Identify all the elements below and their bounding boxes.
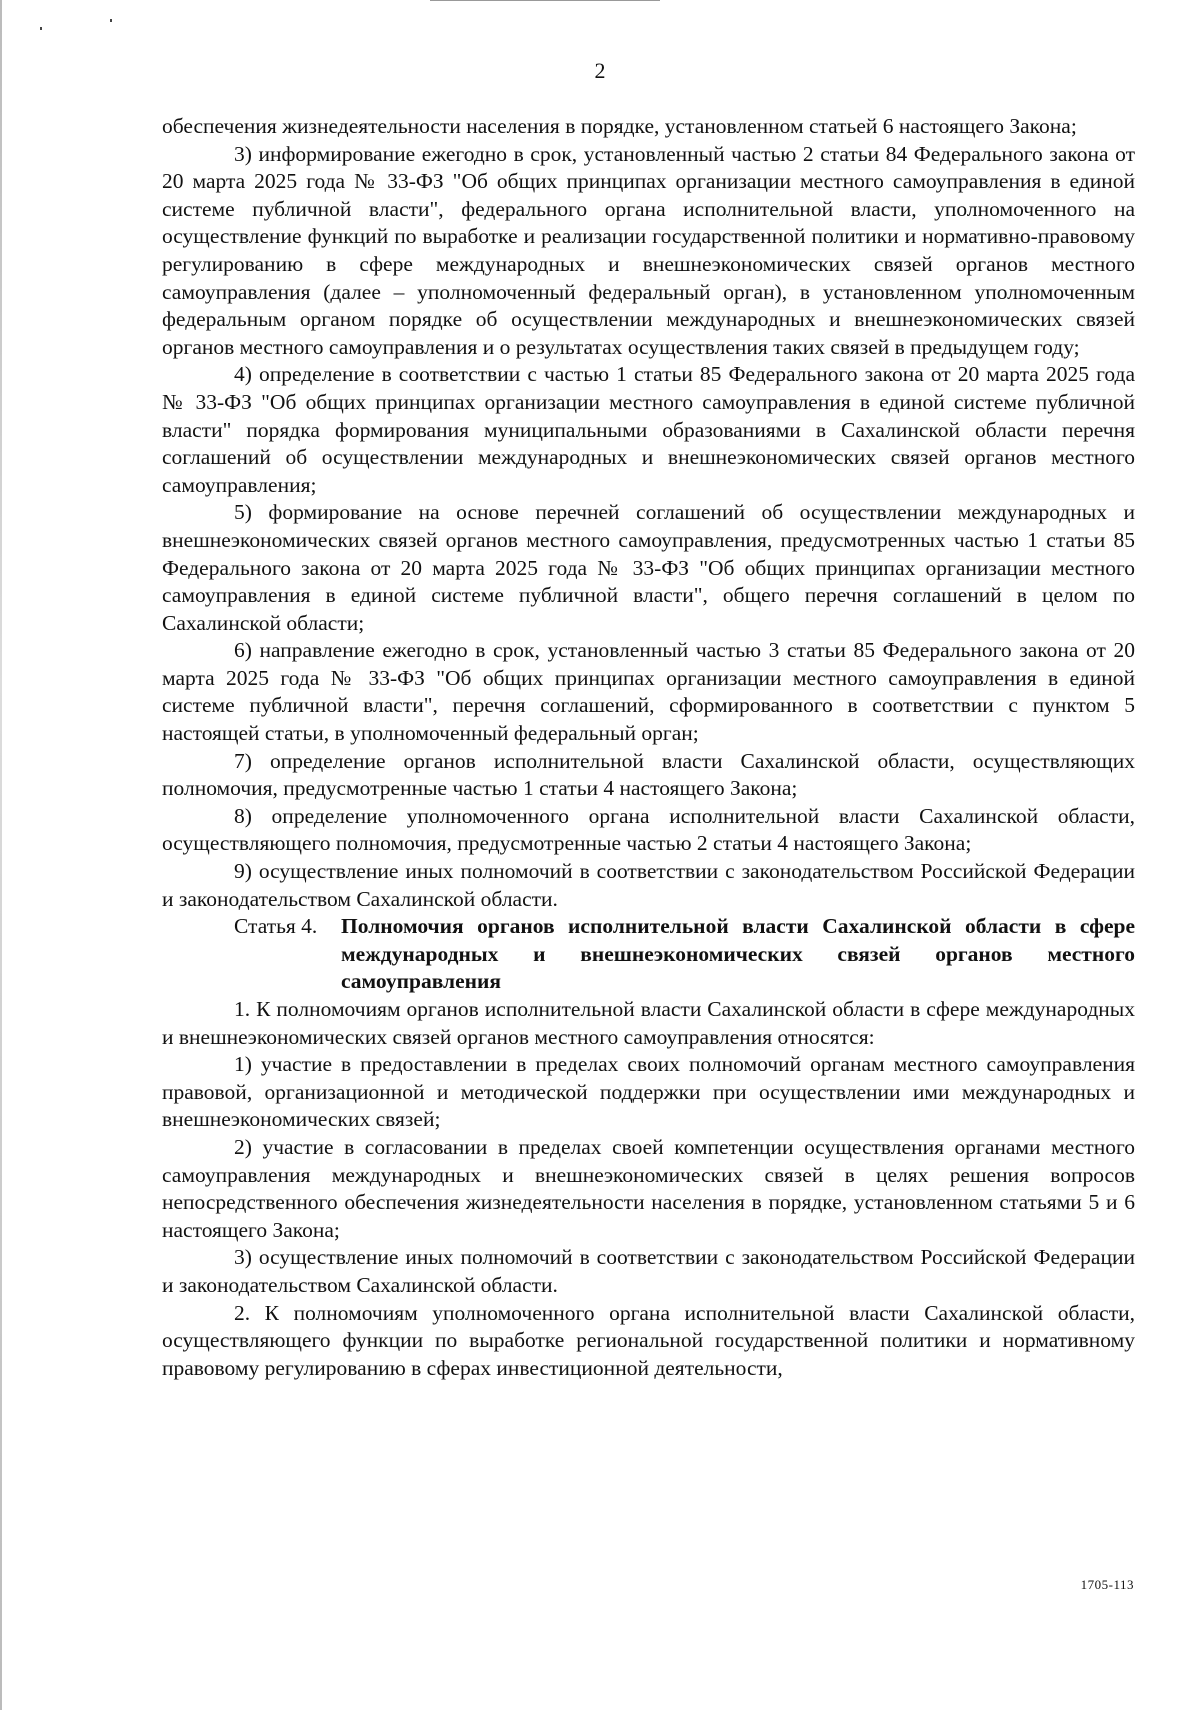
scan-speck xyxy=(110,19,112,22)
scan-edge xyxy=(0,0,2,1710)
page-number: 2 xyxy=(594,58,606,83)
paragraph: 6) направление ежегодно в срок, установленный частью 3 статьи 85 Федерального закона от 20 марта 2025 года № 33-ФЗ "Об общих принципах организации местного самоуправления в единой системе публичной власти", перечня соглашений, сформированного в соответствии с пунктом 5 настоящей статьи, в уполномоченный федеральный орган; xyxy=(162,638,1135,746)
paragraph: 1. К полномочиям органов исполнительной власти Сахалинской области в сфере международных и внешнеэкономических связей органов местного самоуправления относятся: xyxy=(162,997,1135,1049)
paragraph: 3) осуществление иных полномочий в соответствии с законодательством Российской Федерации и законодательством Сахалинской области. xyxy=(162,1245,1135,1297)
article-heading xyxy=(162,913,1135,996)
article-label: Статья 4. xyxy=(234,914,318,939)
paragraph: обеспечения жизнедеятельности населения в порядке, установленном статьей 6 настоящего Закона; xyxy=(162,114,1077,138)
paragraph: 1) участие в предоставлении в пределах своих полномочий органам местного самоуправления правовой, организационной и методической поддержки при осуществлении ими международных и внешнеэкономических связей; xyxy=(162,1052,1135,1132)
article-title: Полномочия органов исполнительной власти Сахалинской области в сфере международных и внешнеэкономических связей органов местного самоуправления xyxy=(341,914,1135,994)
paragraph: 4) определение в соответствии с частью 1 статьи 85 Федерального закона от 20 марта 2025 года № 33-ФЗ "Об общих принципах организации местного самоуправления в единой системе публичной власти" порядка формирования муниципальными образованиями в Сахалинской области перечня соглашений об осуществлении международных и внешнеэкономических связей органов местного самоуправления; xyxy=(162,362,1135,497)
paragraph: 5) формирование на основе перечней соглашений об осуществлении международных и внешнеэкономических связей органов местного самоуправления, предусмотренных частью 1 статьи 85 Федерального закона от 20 марта 2025 года № 33-ФЗ "Об общих принципах организации местного самоуправления в единой системе публичной власти", общего перечня соглашений в целом по Сахалинской области; xyxy=(162,500,1135,635)
scan-speck xyxy=(40,27,42,30)
paragraph: 7) определение органов исполнительной власти Сахалинской области, осуществляющих полномочия, предусмотренные частью 1 статьи 4 настоящего Закона; xyxy=(162,748,1135,801)
paragraph: 9) осуществление иных полномочий в соответствии с законодательством Российской Федерации и законодательством Сахалинской области. xyxy=(162,859,1135,911)
paragraph: 8) определение уполномоченного органа исполнительной власти Сахалинской области, осуществляющего полномочия, предусмотренные частью 2 статьи 4 настоящего Закона; xyxy=(162,803,1135,856)
paragraph: 2) участие в согласовании в пределах своей компетенции осуществления органами местного самоуправления международных и внешнеэкономических связей в целях решения вопросов непосредственного обеспечения жизнедеятельности населения в порядке, установленном статьями 5 и 6 настоящего Закона; xyxy=(162,1134,1135,1242)
document-code: 1705-113 xyxy=(1080,1577,1134,1592)
paragraph: 3) информирование ежегодно в срок, установленный частью 2 статьи 84 Федерального закона от 20 марта 2025 года № 33-ФЗ "Об общих принципах организации местного самоуправления в единой системе публичной власти", федерального органа исполнительной власти, уполномоченного на осуществление функций по выработке и реализации государственной политики и нормативно-правовому регулированию в сфере международных и внешнеэкономических связей органов местного самоуправления (далее – уполномоченный федеральный орган), в установленном уполномоченным федеральным органом порядке об осуществлении международных и внешнеэкономических связей органов местного самоуправления и о результатах осуществления таких связей в предыдущем году; xyxy=(162,141,1135,359)
paragraph: 2. К полномочиям уполномоченного органа исполнительной власти Сахалинской области, осуществляющего функции по выработке региональной государственной политики и нормативному правовому регулированию в сферах инвестиционной деятельности, xyxy=(162,1300,1135,1380)
scan-edge-top xyxy=(430,0,660,1)
document-body xyxy=(162,113,1135,1382)
